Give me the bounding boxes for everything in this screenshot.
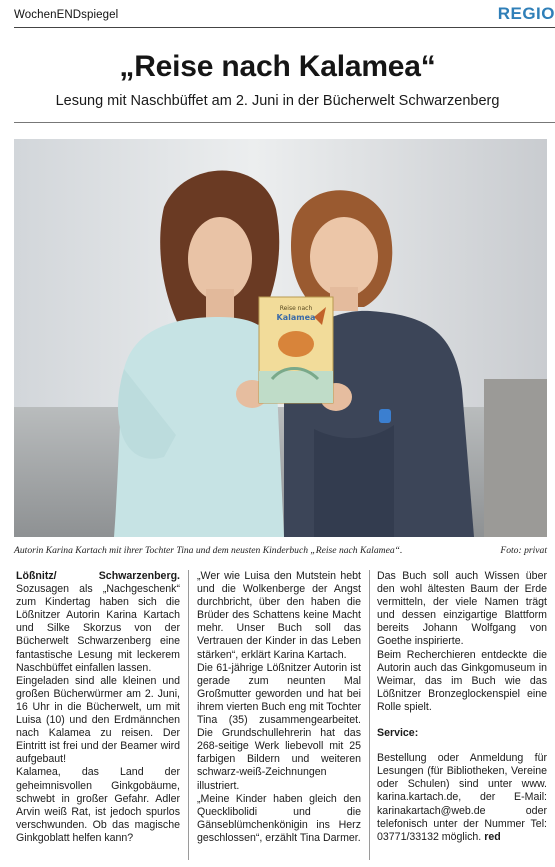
headline-rule <box>14 122 555 123</box>
svg-text:Reise nach: Reise nach <box>279 305 313 312</box>
paragraph: Das Buch soll auch Wissen über den wohl ältesten Baum der Erde vermitteln, der viele Namen trägt und dessen einzigartige Blattform bereits Johann Wolfgang von Goethe inspirierte. <box>377 570 547 648</box>
paragraph: Eingeladen sind alle kleinen und großen Bücherwürmer am 2. Juni, 16 Uhr in die Bücherwelt, um mit Luisa (10) und den Erdmännchen nach Kalamea zu reisen. Der Eintritt ist frei und der Beamer wird aufgebaut! <box>16 674 180 766</box>
paragraph: „Wer wie Luisa den Mutstein hebt und die Wolkenberge der Angst durchbricht, über den haben die Brüder des Schattens keine Macht mehr. Unser Buch soll das Vertrauen der Kinder in das Leben stärken“, erklärt Karina Kartach. <box>197 570 361 661</box>
column-divider <box>188 570 189 860</box>
dateline: Lößnitz/ Schwarzenberg. <box>16 570 180 582</box>
masthead-rule <box>14 27 555 28</box>
paragraph-text: Bestellung oder Anmeldung für Lesungen (für Bibliotheken, Vereine oder Schulen) sind unter www. karina.kartach.de, der E-Mail: karinakartach@web.de oder telefonisch unter der Nummer Tel: 03771/33132 möglich. <box>377 752 547 843</box>
publication-name: WochenENDspiegel <box>14 9 119 21</box>
paragraph: Die 61-jährige Lößnitzer Autorin ist gerade zum neunten Mal Großmutter geworden und hat bei ihrem vierten Buch eng mit Tochter Tina (35) zusammengearbeitet. Die Grundschullehrerin hat das 268-seitige Werk liebevoll mit 25 farbigen Bildern und weiteren schwarz-weiß-Zeichnungen illustriert. <box>197 661 361 792</box>
article-subheadline: Lesung mit Naschbüffet am 2. Juni in der Bücherwelt Schwarzenberg <box>55 93 500 109</box>
paragraph-text: Sozusagen als „Nachgeschenk“ zum Kindertag haben sich die Lößnitzer Autorin Karina Kartach und Silke Skorzus von der Bücherwelt Schwarzenberg eine fantastische Lesung mit leckerem Naschbüffet einfallen lassen. <box>16 583 180 674</box>
article-column-2 <box>197 570 361 845</box>
paragraph: „Meine Kinder haben gleich den Quecklibolidi und die Gänseblümchenkönigin ins Herz geschlossen“, erzählt Tina Darmer. <box>197 792 361 844</box>
article-column-3 <box>377 570 547 844</box>
paragraph <box>377 752 547 844</box>
paragraph: Kalamea, das Land der geheimnisvollen Ginkgobäume, schwebt in großer Gefahr. Adler Arvin weiß Rat, ist jedoch spurlos verschwunden. Ob das magische Ginkgoblatt helfen kann? <box>16 766 180 844</box>
photo-credit: Foto: privat <box>500 545 547 556</box>
paragraph <box>16 570 180 675</box>
article-column-1 <box>16 570 180 845</box>
author-signature: red <box>484 830 501 843</box>
masthead <box>0 0 555 28</box>
svg-text:Kalamea: Kalamea <box>276 313 316 322</box>
column-divider <box>369 570 370 860</box>
article-headline: „Reise nach Kalamea“ <box>119 50 436 83</box>
section-label: REGIO <box>497 4 555 23</box>
article-photo <box>14 139 547 537</box>
service-heading: Service: <box>377 727 419 740</box>
paragraph: Beim Recherchieren entdeckte die Autorin auch das Ginkgomuseum in Weimar, das im Buch wie das Lößnitzer Bronzeglockenspiel eine Rolle spielt. <box>377 648 547 713</box>
photo-caption: Autorin Karina Kartach mit ihrer Tochter Tina und dem neusten Kinderbuch „Reise nach Kalamea“. <box>14 545 403 556</box>
book-cover <box>259 297 333 403</box>
